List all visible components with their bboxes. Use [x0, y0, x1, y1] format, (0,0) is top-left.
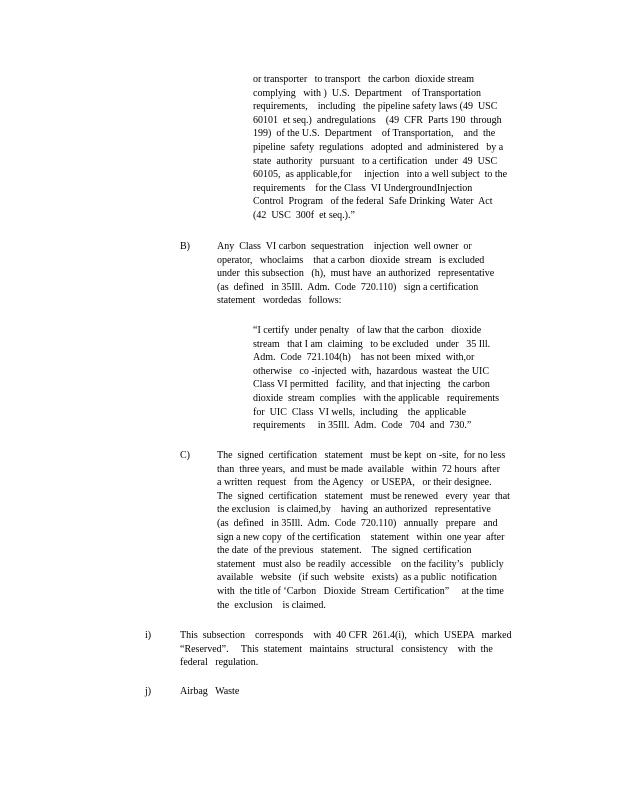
item-c-body [217, 449, 547, 612]
text-line: statement must also be readily accessible on the facility’s publicly [217, 558, 504, 570]
text-line: Control Program of the federal Safe Drinking Water Act [253, 196, 493, 208]
text-line: operator, whoclaims that a carbon dioxide stream is excluded [217, 254, 485, 266]
text-line: the date of the previous statement. The signed certification [217, 545, 472, 557]
item-i-body [180, 629, 550, 670]
text-line: The signed certification statement must be renewed every year that [217, 490, 510, 502]
text-line: (as defined in 35Ill. Adm. Code 720.110) sign a certification [217, 281, 479, 293]
text-line: requirements in 35Ill. Adm. Code 704 and 730.” [253, 420, 472, 432]
continued-quotation [253, 73, 543, 223]
text-line: sign a new copy of the certification statement within one year after [217, 531, 505, 543]
text-line: with the title of ‘Carbon Dioxide Stream Certification” at the time [217, 585, 504, 597]
text-line: complying with ) U.S. Department of Transportation [253, 87, 482, 99]
item-i-label: i) [145, 630, 152, 641]
text-line: Adm. Code 721.104(h) has not been mixed with,or [253, 352, 475, 364]
text-line: 60101 et seq.) andregulations (49 CFR Parts 190 through [253, 114, 502, 126]
text-line: federal regulation. [180, 657, 259, 669]
text-line: state authority pursuant to a certification under 49 USC [253, 155, 498, 167]
text-line: “I certify under penalty of law that the carbon dioxide [253, 325, 482, 336]
text-line: the exclusion is claimed,by having an authorized representative [217, 504, 491, 516]
text-line: (42 USC 300f et seq.).” [253, 209, 355, 221]
text-line: dioxide stream complies with the applicable requirements [253, 392, 500, 404]
text-line: Any Class VI carbon sequestration injection well owner or [217, 241, 472, 252]
text-line: requirements for the Class VI UndergroundInjection [253, 182, 473, 194]
text-line: for UIC Class VI wells, including the applicable [253, 406, 467, 418]
text-line: 60105, as applicable,for injection into a well subject to the [253, 169, 508, 181]
text-line: The signed certification statement must be kept on -site, for no less [217, 450, 506, 461]
text-line: stream that I am claiming to be excluded under 35 Ill. [253, 338, 491, 350]
item-b-body [217, 240, 537, 308]
text-line: Class VI permitted facility, and that injecting the carbon [253, 379, 490, 391]
item-b-label: B) [180, 241, 190, 252]
text-line: (as defined in 35Ill. Adm. Code 720.110) annually prepare and [217, 517, 498, 529]
item-j-heading [180, 685, 239, 699]
text-line: “Reserved”. This statement maintains structural consistency with the [180, 643, 493, 655]
text-line: requirements, including the pipeline safety laws (49 USC [253, 101, 498, 113]
text-line: Airbag Waste [180, 686, 240, 697]
item-j-label: j) [145, 686, 152, 697]
text-line: statement wordedas follows: [217, 295, 342, 307]
text-line: a written request from the Agency or USEPA, or their designee. [217, 477, 492, 489]
text-line: This subsection corresponds with 40 CFR 261.4(i), which USEPA marked [180, 630, 512, 641]
text-line: 199) of the U.S. Department of Transportation, and the [253, 128, 496, 140]
text-line: than three years, and must be made available within 72 hours after [217, 463, 500, 475]
text-line: available website (if such website exists) as a public notification [217, 572, 497, 584]
text-line: or transporter to transport the carbon dioxide stream [253, 74, 475, 85]
text-line: under this subsection (h), must have an authorized representative [217, 268, 495, 280]
text-line: the exclusion is claimed. [217, 599, 326, 611]
text-line: pipeline safety regulations adopted and administered by a [253, 141, 504, 153]
text-line: otherwise co -injected with, hazardous wasteat the UIC [253, 365, 490, 377]
item-c-label: C) [180, 450, 190, 461]
item-b-certification-quote [253, 324, 543, 433]
